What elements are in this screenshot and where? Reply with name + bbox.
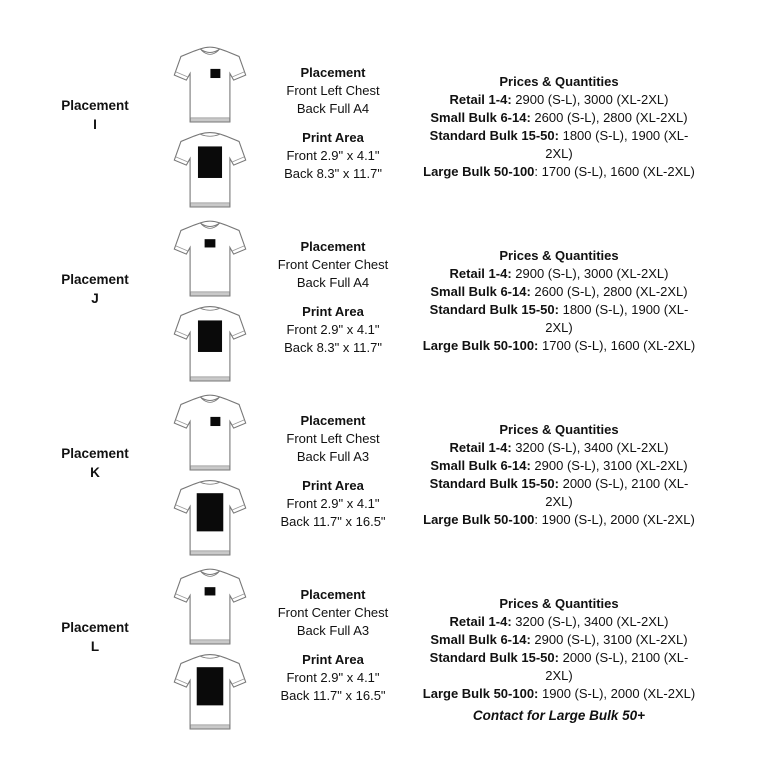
placement-info: [250, 386, 416, 560]
print-area-front-line: Front 2.9" x 4.1": [286, 322, 380, 337]
back-print-rect: [198, 146, 222, 178]
price-line-standard-bulk: [416, 127, 702, 163]
back-print-rect: [197, 667, 224, 705]
print-area-back-line: Back 11.7" x 16.5": [280, 688, 386, 703]
price-value: 3200 (S-L), 3400 (XL-2XL): [511, 440, 669, 455]
print-area-front-line: Front 2.9" x 4.1": [286, 148, 380, 163]
prices-info: [416, 386, 702, 560]
price-label: Small Bulk 6-14:: [430, 284, 531, 299]
price-value: 2900 (S-L), 3000 (XL-2XL): [511, 266, 669, 281]
print-area-heading: Print Area: [302, 304, 364, 319]
price-line-small-bulk: [416, 109, 702, 127]
tshirt-back-icon: [171, 477, 249, 560]
tshirt-front-icon: [171, 566, 249, 649]
print-area-heading: Print Area: [302, 478, 364, 493]
price-line-standard-bulk: [416, 301, 702, 337]
placement-heading: Placement: [300, 239, 366, 254]
prices-heading: Prices & Quantities: [499, 74, 619, 89]
front-print-rect: [205, 587, 216, 595]
placement-front-line: Front Center Chest: [277, 257, 389, 272]
price-value: 2900 (S-L), 3100 (XL-2XL): [530, 632, 688, 647]
prices-info: [416, 38, 702, 212]
placement-info: [250, 212, 416, 386]
price-line-retail: [416, 265, 702, 283]
placement-heading: Placement: [300, 65, 366, 80]
placement-info: [250, 560, 416, 734]
prices-heading: Prices & Quantities: [499, 248, 619, 263]
row-label-title: Placement: [61, 620, 129, 635]
prices-heading: Prices & Quantities: [499, 422, 619, 437]
tshirt-front-icon: [171, 44, 249, 127]
price-line-large-bulk: [416, 511, 702, 529]
print-area-back-line: Back 8.3" x 11.7": [284, 166, 382, 181]
placement-rows: [0, 38, 702, 734]
tshirt-back-icon: [171, 651, 249, 734]
price-value: 1700 (S-L), 1600 (XL-2XL): [538, 338, 696, 353]
price-value: 3200 (S-L), 3400 (XL-2XL): [511, 614, 669, 629]
shirt-diagrams: [170, 38, 250, 212]
placement-row: [0, 38, 702, 212]
print-area-back-line: Back 8.3" x 11.7": [284, 340, 382, 355]
row-label-letter: J: [91, 291, 99, 306]
back-print-rect: [197, 493, 224, 531]
placement-back-line: Back Full A3: [296, 449, 370, 464]
placement-back-line: Back Full A4: [296, 101, 370, 116]
price-value: 2900 (S-L), 3000 (XL-2XL): [511, 92, 669, 107]
price-label: Standard Bulk 15-50:: [429, 128, 559, 143]
tshirt-front-icon: [171, 218, 249, 301]
tshirt-front-icon: [171, 392, 249, 475]
tshirt-back-icon: [171, 303, 249, 386]
row-label: [20, 386, 170, 560]
tshirt-back-icon: [171, 129, 249, 212]
row-label-title: Placement: [61, 98, 129, 113]
price-value: 2000 (S-L), 2100 (XL-2XL): [545, 476, 689, 509]
price-line-small-bulk: [416, 457, 702, 475]
placement-heading: Placement: [300, 413, 366, 428]
row-label-title: Placement: [61, 446, 129, 461]
price-label: Small Bulk 6-14:: [430, 458, 531, 473]
footer-note: Contact for Large Bulk 50+: [472, 708, 646, 723]
back-print-rect: [198, 320, 222, 352]
price-value: : 1900 (S-L), 2000 (XL-2XL): [534, 512, 695, 527]
price-label: Retail 1-4:: [449, 614, 512, 629]
price-label: Large Bulk 50-100: [423, 512, 535, 527]
price-line-small-bulk: [416, 631, 702, 649]
price-value: 2600 (S-L), 2800 (XL-2XL): [530, 284, 688, 299]
price-label: Large Bulk 50-100:: [422, 686, 539, 701]
price-value: : 1700 (S-L), 1600 (XL-2XL): [534, 164, 695, 179]
price-label: Standard Bulk 15-50:: [429, 302, 559, 317]
print-area-front-line: Front 2.9" x 4.1": [286, 496, 380, 511]
front-print-rect: [210, 417, 220, 426]
print-area-heading: Print Area: [302, 652, 364, 667]
front-print-rect: [210, 69, 220, 78]
price-line-large-bulk: [416, 685, 702, 703]
placement-info: [250, 38, 416, 212]
row-label-letter: L: [90, 639, 100, 654]
price-value: 2600 (S-L), 2800 (XL-2XL): [530, 110, 688, 125]
price-line-retail: [416, 439, 702, 457]
price-label: Retail 1-4:: [449, 92, 512, 107]
price-value: 1800 (S-L), 1900 (XL-2XL): [545, 128, 689, 161]
prices-heading: Prices & Quantities: [499, 596, 619, 611]
price-line-standard-bulk: [416, 649, 702, 685]
price-label: Standard Bulk 15-50:: [429, 650, 559, 665]
shirt-diagrams: [170, 560, 250, 734]
row-label: [20, 212, 170, 386]
row-label-title: Placement: [61, 272, 129, 287]
price-value: 1800 (S-L), 1900 (XL-2XL): [545, 302, 689, 335]
row-label-letter: K: [90, 465, 100, 480]
prices-info: [416, 212, 702, 386]
price-line-standard-bulk: [416, 475, 702, 511]
price-value: 2000 (S-L), 2100 (XL-2XL): [545, 650, 689, 683]
price-line-small-bulk: [416, 283, 702, 301]
price-label: Retail 1-4:: [449, 440, 512, 455]
price-label: Large Bulk 50-100: [423, 164, 535, 179]
print-area-front-line: Front 2.9" x 4.1": [286, 670, 380, 685]
placement-heading: Placement: [300, 587, 366, 602]
print-area-heading: Print Area: [302, 130, 364, 145]
placement-row: [0, 386, 702, 560]
row-label: [20, 38, 170, 212]
placement-front-line: Front Center Chest: [277, 605, 389, 620]
front-print-rect: [205, 239, 216, 247]
price-value: 1900 (S-L), 2000 (XL-2XL): [538, 686, 696, 701]
placement-front-line: Front Left Chest: [286, 83, 380, 98]
row-label: [20, 560, 170, 734]
price-value: 2900 (S-L), 3100 (XL-2XL): [530, 458, 688, 473]
price-label: Retail 1-4:: [449, 266, 512, 281]
placement-back-line: Back Full A3: [296, 623, 370, 638]
price-line-large-bulk: [416, 163, 702, 181]
price-line-large-bulk: [416, 337, 702, 355]
price-label: Small Bulk 6-14:: [430, 632, 531, 647]
price-line-retail: [416, 91, 702, 109]
price-line-retail: [416, 613, 702, 631]
price-label: Standard Bulk 15-50:: [429, 476, 559, 491]
shirt-diagrams: [170, 212, 250, 386]
price-label: Small Bulk 6-14:: [430, 110, 531, 125]
row-label-letter: I: [93, 117, 97, 132]
placement-front-line: Front Left Chest: [286, 431, 380, 446]
placement-back-line: Back Full A4: [296, 275, 370, 290]
shirt-diagrams: [170, 386, 250, 560]
print-area-back-line: Back 11.7" x 16.5": [280, 514, 386, 529]
price-label: Large Bulk 50-100:: [422, 338, 539, 353]
placement-row: [0, 212, 702, 386]
